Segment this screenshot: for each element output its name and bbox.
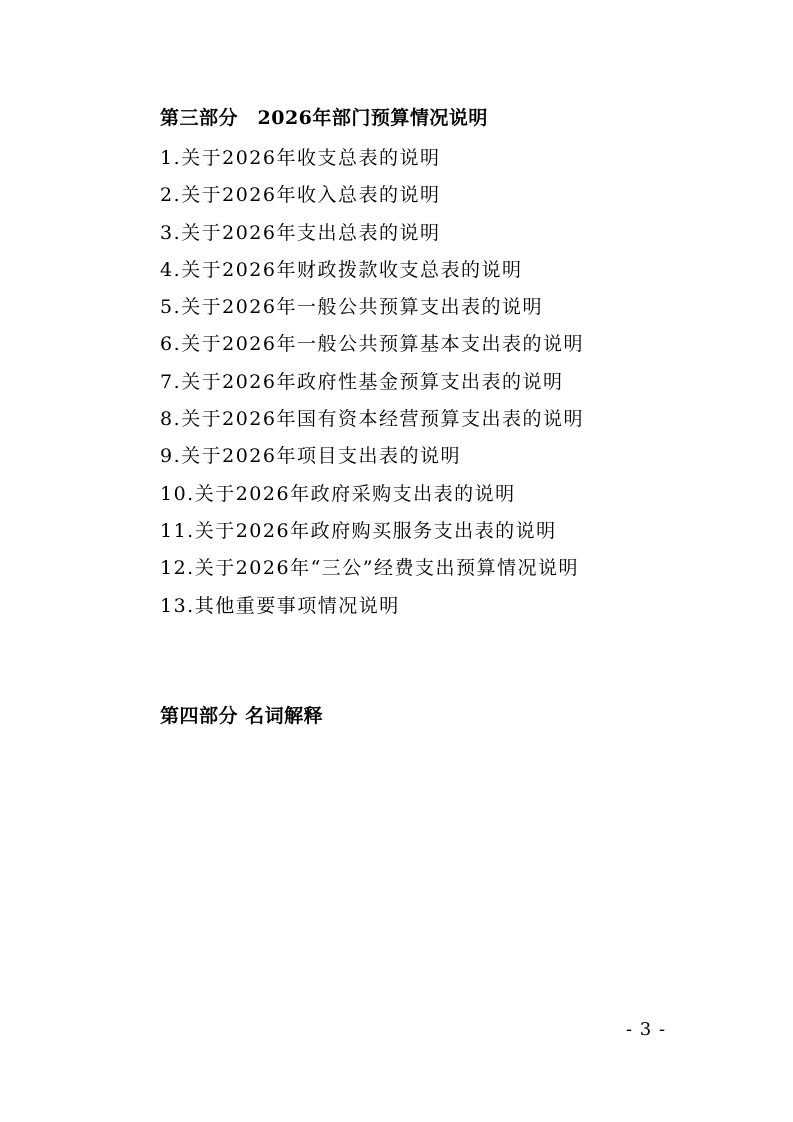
- toc-item: 2.关于2026年收入总表的说明: [160, 184, 441, 207]
- toc-item: 12.关于2026年“三公”经费支出预算情况说明: [160, 557, 579, 580]
- section-4-heading: 第四部分 名词解释: [160, 705, 324, 727]
- toc-item: 8.关于2026年国有资本经营预算支出表的说明: [160, 408, 584, 431]
- section-3-toc-list: [160, 145, 584, 630]
- toc-item: 10.关于2026年政府采购支出表的说明: [160, 482, 516, 505]
- toc-item: 13.其他重要事项情况说明: [160, 594, 400, 617]
- toc-item: 11.关于2026年政府购买服务支出表的说明: [160, 519, 557, 542]
- page-number: - 3 -: [626, 1019, 667, 1040]
- toc-item: 7.关于2026年政府性基金预算支出表的说明: [160, 370, 564, 393]
- toc-item: 9.关于2026年项目支出表的说明: [160, 445, 461, 468]
- toc-item: 1.关于2026年收支总表的说明: [160, 147, 441, 169]
- toc-item: 4.关于2026年财政拨款收支总表的说明: [160, 258, 523, 281]
- section-3-heading: 第三部分 2026年部门预算情况说明: [160, 107, 488, 129]
- toc-item: 3.关于2026年支出总表的说明: [160, 221, 441, 244]
- toc-item: 6.关于2026年一般公共预算基本支出表的说明: [160, 333, 584, 356]
- toc-item: 5.关于2026年一般公共预算支出表的说明: [160, 296, 543, 319]
